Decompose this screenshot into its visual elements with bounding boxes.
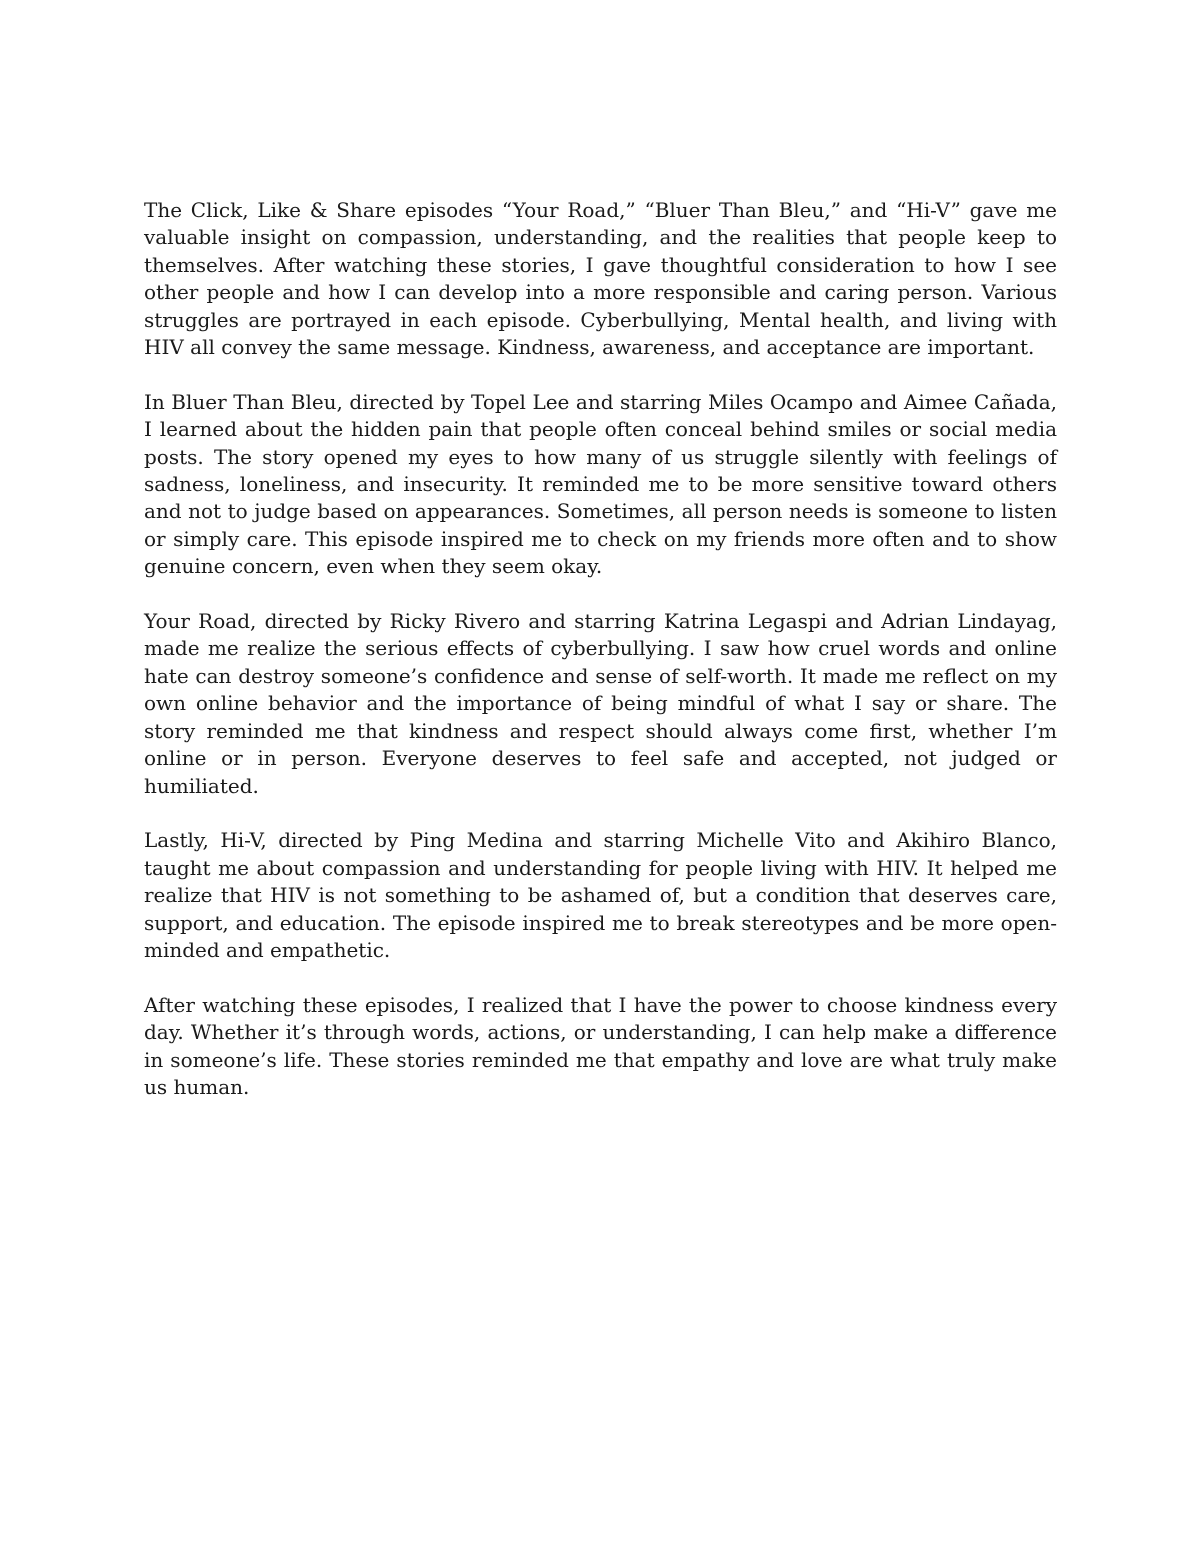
paragraph-your-road: Your Road, directed by Ricky Rivero and starring Katrina Legaspi and Adrian Lindayag, made me realize the serious effects of cyberbullying. I saw how cruel words and online hate can destroy someone’s confidence and sense of self-worth. It made me reflect on my own online behavior and the importance of being mindful of what I say or share. The story reminded me that kindness and respect should always come first, whether I’m online or in person. Everyone deserves to feel safe and accepted, not judged or humiliated. — [144, 609, 1057, 798]
paragraph-intro: The Click, Like & Share episodes “Your Road,” “Bluer Than Bleu,” and “Hi-V” gave me valuable insight on compassion, understanding, and the realities that people keep to themselves. After watching these stories, I gave thoughtful consideration to how I see other people and how I can develop into a more responsible and caring person. Various struggles are portrayed in each episode. Cyberbullying, Mental health, and living with HIV all convey the same message. Kindness, awareness, and acceptance are important. — [144, 198, 1057, 360]
paragraph-conclusion: After watching these episodes, I realized that I have the power to choose kindness every day. Whether it’s through words, actions, or understanding, I can help make a difference in someone’s life. These stories reminded me that empathy and love are what truly make us human. — [144, 992, 1057, 1099]
paragraph-bluer-than-bleu: In Bluer Than Bleu, directed by Topel Lee and starring Miles Ocampo and Aimee Cañada, I learned about the hidden pain that people often conceal behind smiles or social media posts. The story opened my eyes to how many of us struggle silently with feelings of sadness, loneliness, and insecurity. It reminded me to be more sensitive toward others and not to judge based on appearances. Sometimes, all person needs is someone to listen or simply care. This episode inspired me to check on my friends more often and to show genuine concern, even when they seem okay. — [144, 389, 1057, 579]
document-body — [144, 197, 1057, 1101]
paragraph-hi-v: Lastly, Hi-V, directed by Ping Medina and starring Michelle Vito and Akihiro Blanco, taught me about compassion and understanding for people living with HIV. It helped me realize that HIV is not something to be ashamed of, but a condition that deserves care, support, and education. The episode inspired me to break stereotypes and be more open-minded and empathetic. — [144, 828, 1057, 962]
